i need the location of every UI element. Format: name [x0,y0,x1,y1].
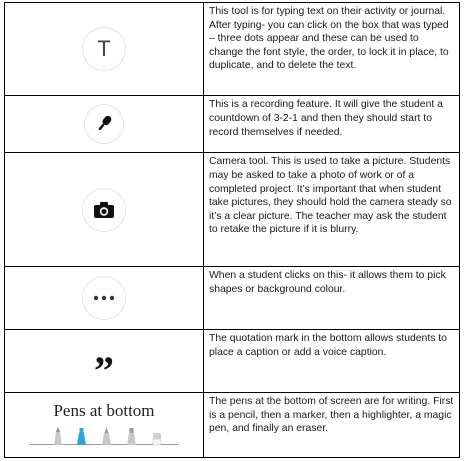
text-tool-glyph: T [97,36,111,62]
table-row-camera [5,153,460,267]
table-row-pens [5,393,460,458]
marker-icon [77,428,86,445]
icon-cell [5,330,204,393]
icon-cell [5,3,204,96]
description-recording: This is a recording feature. It will give the student a countdown of 3-2-1 and then they should start to record themselves if needed. [204,96,460,153]
eraser-icon [153,433,161,445]
microphone-icon [84,104,124,144]
camera-icon [82,188,126,232]
table-row-more-options [5,267,460,330]
text-tool-icon [82,27,126,71]
pens-at-bottom-label: Pens at bottom [53,401,155,421]
table-row-text-tool [5,3,460,96]
icon-cell [5,267,204,330]
icon-cell [5,153,204,267]
table-row-recording [5,96,460,153]
description-caption: The quotation mark in the bottom allows students to place a caption or add a voice caption. [204,330,460,393]
table-row-caption [5,330,460,393]
more-dots-icon [82,276,126,320]
description-pens: The pens at the bottom of screen are for writing. First is a pencil, then a marker, then a highlighter, a magic pen, and finally an eraser. [204,393,460,458]
icon-cell [5,96,204,153]
description-more-options: When a student clicks on this- it allows them to pick shapes or background colour. [204,267,460,330]
description-camera: Camera tool. This is used to take a picture. Students may be asked to take a photo of work or of a completed project. It’s important that when student take pictures, they should hold the camera steady so it’s a clear picture. The teacher may ask the student to retake the picture if it is blurry. [204,153,460,267]
icon-cell [5,393,204,458]
pens-toolbar [29,424,179,448]
pencil-icon [54,427,62,445]
description-text-tool: This tool is for typing text on their activity or journal. After typing- you can click on the box that was typed – three dots appear and these can be used to change the font style, the order, to lock it in place, to duplicate, and to delete the text. [204,3,460,96]
magic-pen-icon [127,428,136,445]
quotation-mark-icon: ” [94,348,114,394]
tools-table [4,2,460,458]
highlighter-icon [102,427,111,445]
